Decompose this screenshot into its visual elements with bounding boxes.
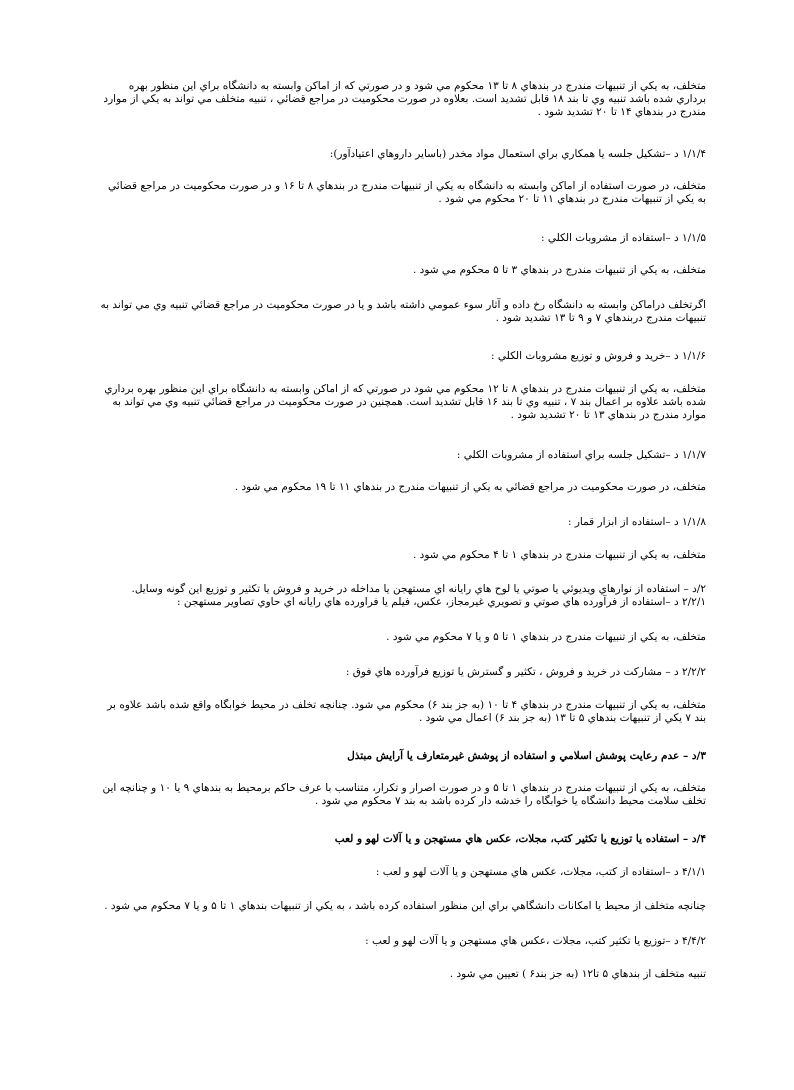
paragraph: متخلف، به يكي از تنبيهات مندرج در بندهاي ۴ تا ۱۰ (به جز بند ۶) محكوم مي شود. چنانچه تخلف در محيط خوابگاه واقع شده باشد علاوه بر بند ۷ يكي از تنبيهات بندهاي ۵ تا ۱۳ (به جز بند ۶) اعمال مي شود . — [107, 699, 706, 724]
section-heading: ۱/۱/۷ د –تشكيل جلسه براي استفاده از مشروبات الكلي : — [456, 449, 706, 461]
paragraph: متخلف، به يكي از تنبيهات مندرج در بندهاي ۳ تا ۵ محكوم مي شود . — [413, 264, 706, 276]
section-heading: ۱/۱/۴ د –تشكيل جلسه يا همكاري براي استعمال مواد مخدر (باساير داروهاي اعتيادآور): — [329, 148, 706, 160]
section-heading: ۱/۱/۸ د –استفاده از ابزار قمار : — [567, 516, 706, 528]
paragraph: تنبيه متخلف از بندهاي ۵ تا۱۲ (به جز بند۶ ) تعيين مي شود . — [449, 968, 706, 980]
paragraph: متخلف، در صورت محكوميت در مراجع قضائي به يكي از تنبيهات مندرج در بندهاي ۱۱ تا ۱۹ محكوم مي شود . — [234, 481, 706, 493]
section-heading: ۲/۲/۲ د – مشاركت در خريد و فروش ، تكثير و گسترش يا توزيع فرآورده هاي فوق : — [345, 666, 706, 678]
paragraph: متخلف، به يكي از تنبيهات مندرج در بندهاي ۱ تا ۵ و در صورت اصرار و تكرار، متناسب با عرف حاكم برمحيط به بندهاي ۹ يا ۱۰ و چنانچه اين تخلف سلامت محيط دانشگاه يا خوابگاه را خدشه دار كرده باشد به بند ۷ محكوم مي شود . — [102, 782, 706, 807]
paragraph: متخلف، در صورت استفاده از اماكن وابسته به دانشگاه به يكي از تنبيهات مندرج در بندهاي ۸ تا ۱۶ و در صورت محكوميت در مراجع قضائي به يكي از تنبيهات مندرج در بندهاي ۱۱ تا ۲۰ محكوم مي شود . — [108, 180, 706, 205]
section-heading: ۲/۲/۱ د –استفاده از فرآورده هاي صوتي و تصويري غيرمجاز، عكس، فيلم يا فراورده هاي رايانه اي حاوي تصاوير مستهجن : — [177, 596, 706, 608]
section-heading: ۱/۱/۵ د –استفاده از مشروبات الكلي : — [540, 232, 706, 244]
paragraph: متخلف، به يكي از تنبيهات مندرج در بندهاي ۱ تا ۵ و يا ۷ محكوم مي شود . — [386, 631, 706, 643]
bold-heading: ۳/د – عدم رعايت پوشش اسلامي و استفاده از پوشش غيرمتعارف يا آرايش مبتذل — [347, 750, 706, 762]
paragraph: چنانچه متخلف از محيط يا امكانات دانشگاهي براي اين منظور استفاده كرده باشد ، به يكي از تنبيهات بندهاي ۱ تا ۵ و يا ۷ محكوم مي شود . — [104, 900, 706, 912]
section-heading: ۴/۴/۲ د –توزيع يا تكثير كتب، مجلات ،عكس هاي مستهجن و يا آلات لهو و لعب : — [365, 935, 706, 947]
section-heading: ۴/۱/۱ د –استفاده از كتب، مجلات، عكس هاي مستهجن و يا آلات لهو و لعب : — [375, 866, 706, 878]
section-heading: ۲/د – استفاده از نوارهاي ويديوئي يا صوتي يا لوح هاي رايانه اي مستهجن يا مداخله در خريد و فروش يا تكثير و توزيع اين گونه وسايل. — [131, 583, 706, 595]
paragraph: اگرتخلف دراماكن وابسته به دانشگاه رخ داده و آثار سوء عمومي داشته باشد و يا در صورت محكوميت در مراجع قضائي تنبيه وي مي تواند به تنبيهات مندرج دربندهاي ۷ و ۹ تا ۱۳ تشديد شود . — [100, 299, 706, 324]
bold-heading: ۴/د – استفاده يا توزيع يا تكثير كتب، مجلات، عكس هاي مستهجن و يا آلات لهو و لعب — [334, 833, 706, 845]
paragraph: متخلف، به يكي از تنبيهات مندرج در بندهاي ۸ تا ۱۳ محكوم مي شود و در صورتي كه از اماكن وابسته به دانشگاه براي اين منظور بهره برداري شده باشد تنبيه وي تا بند ۱۸ قابل تشديد است. بعلاوه در صورت محكوميت در مراجع قضائي ، تنبيه متخلف مي تواند به يكي از موارد مندرج در بندهاي ۱۴ تا ۲۰ تشديد شود . — [103, 80, 706, 118]
paragraph: متخلف، به يكي از تنبيهات مندرج در بندهاي ۸ تا ۱۲ محكوم مي شود در صورتي كه از اماكن وابسته به دانشگاه براي اين منظور بهره برداري شده باشد علاوه بر اعمال بند ۷ ، تنبيه وي تا بند ۱۶ قابل تشديد است. همچنين در صورت محكوميت در مراجع قضائي تنبيه وي مي تواند به موارد مندرج در بندهاي ۱۳ تا ۲۰ تشديد شود . — [104, 383, 706, 421]
paragraph: متخلف، به يكي از تنبيهات مندرج در بندهاي ۱ تا ۴ محكوم مي شود . — [413, 549, 706, 561]
section-heading: ۱/۱/۶ د –خريد و فروش و توزيع مشروبات الكلي : — [491, 350, 706, 362]
